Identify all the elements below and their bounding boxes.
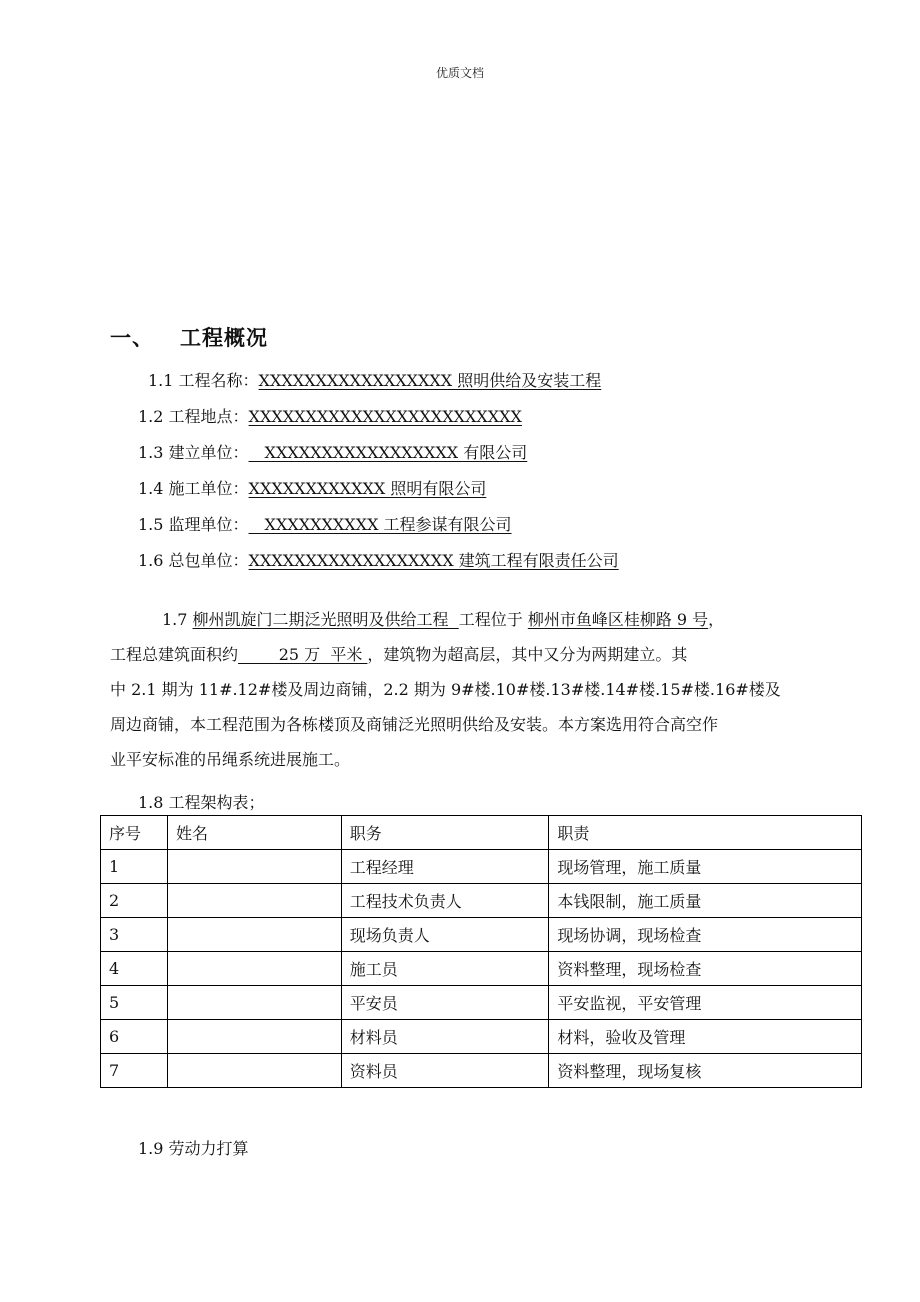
info-line-owner	[138, 440, 527, 463]
project-description	[110, 602, 808, 777]
cell-number: 4	[101, 952, 168, 986]
project-name: 柳州凯旋门二期泛光照明及供给工程	[192, 610, 459, 629]
info-label: 1.1 工程名称：	[148, 371, 259, 390]
area-value: 25 万 平米	[238, 645, 368, 664]
info-value: XXXXXXXXXXXXXXXXXXXXXXXX	[248, 407, 522, 426]
org-table	[100, 815, 862, 1088]
cell-position: 资料员	[341, 1054, 549, 1088]
cell-position: 平安员	[341, 986, 549, 1020]
cell-number: 1	[101, 850, 168, 884]
located-text: 工程位于	[458, 610, 528, 629]
para-line-1	[110, 602, 808, 637]
table-row	[101, 1020, 862, 1054]
cell-number: 3	[101, 918, 168, 952]
info-value: XXXXXXXXXXXXXXXXX 照明供给及安装工程	[258, 371, 602, 390]
cell-position: 工程技术负责人	[341, 884, 549, 918]
cell-position: 工程经理	[341, 850, 549, 884]
line1-end: ，	[708, 610, 725, 629]
area-label: 工程总建筑面积约	[110, 645, 239, 664]
cell-position: 施工员	[341, 952, 549, 986]
project-location: 柳州市鱼峰区桂柳路 9 号	[527, 610, 709, 629]
line2-rest: ，建筑物为超高层，其中又分为两期建立。其	[367, 645, 688, 664]
cell-name	[167, 952, 341, 986]
para-line-3: 中 2.1 期为 11#.12#楼及周边商铺，2.2 期为 9#楼.10#楼.13#楼.14#楼.15#楼.16#楼及	[110, 680, 781, 699]
info-line-contractor	[138, 476, 486, 499]
cell-position: 现场负责人	[341, 918, 549, 952]
cell-duty: 本钱限制，施工质量	[549, 884, 862, 918]
table-caption: 1.8 工程架构表；	[138, 793, 265, 812]
table-header-row	[101, 816, 862, 850]
info-value: __XXXXXXXXXX 工程参谋有限公司	[248, 515, 512, 534]
para-prefix: 1.7	[162, 610, 193, 629]
info-label: 1.3 建立单位：	[138, 443, 249, 462]
info-value: XXXXXXXXXXXX 照明有限公司	[248, 479, 487, 498]
table-row	[101, 986, 862, 1020]
cell-name	[167, 850, 341, 884]
cell-position: 材料员	[341, 1020, 549, 1054]
header-cell: 序号	[101, 816, 168, 850]
info-label: 1.2 工程地点：	[138, 407, 249, 426]
cell-duty: 现场管理，施工质量	[549, 850, 862, 884]
cell-number: 6	[101, 1020, 168, 1054]
cell-duty: 资料整理，现场复核	[549, 1054, 862, 1088]
section-number: 一、	[110, 326, 154, 350]
table-row	[101, 850, 862, 884]
cell-duty: 现场协调，现场检查	[549, 918, 862, 952]
info-label: 1.5 监理单位：	[138, 515, 249, 534]
cell-duty: 资料整理，现场检查	[549, 952, 862, 986]
cell-number: 5	[101, 986, 168, 1020]
table-row	[101, 1054, 862, 1088]
para-line-4: 周边商铺，本工程范围为各栋楼顶及商铺泛光照明供给及安装。本方案选用符合高空作	[110, 715, 719, 734]
para-line-5: 业平安标准的吊绳系统进展施工。	[110, 750, 351, 769]
cell-duty: 材料，验收及管理	[549, 1020, 862, 1054]
cell-duty: 平安监视，平安管理	[549, 986, 862, 1020]
table-row	[101, 952, 862, 986]
info-line-project-name	[148, 368, 601, 391]
section-title	[110, 322, 268, 352]
cell-number: 7	[101, 1054, 168, 1088]
info-label: 1.6 总包单位：	[138, 551, 249, 570]
cell-name	[167, 918, 341, 952]
header-cell: 职责	[549, 816, 862, 850]
cell-number: 2	[101, 884, 168, 918]
section-title-text: 工程概况	[180, 326, 268, 350]
cell-name	[167, 1020, 341, 1054]
info-line-general-contractor	[138, 548, 619, 571]
header-cell: 职务	[341, 816, 549, 850]
info-value: XXXXXXXXXXXXXXXXXX 建筑工程有限责任公司	[248, 551, 619, 570]
info-line-location	[138, 404, 522, 427]
table-row	[101, 884, 862, 918]
labor-plan-heading: 1.9 劳动力打算	[138, 1139, 249, 1158]
header-cell: 姓名	[167, 816, 341, 850]
cell-name	[167, 884, 341, 918]
header-note: 优质文档	[435, 66, 484, 80]
para-line-2	[110, 637, 808, 672]
info-value: __XXXXXXXXXXXXXXXXX 有限公司	[248, 443, 528, 462]
cell-name	[167, 986, 341, 1020]
table-row	[101, 918, 862, 952]
info-label: 1.4 施工单位：	[138, 479, 249, 498]
cell-name	[167, 1054, 341, 1088]
info-line-supervisor	[138, 512, 512, 535]
